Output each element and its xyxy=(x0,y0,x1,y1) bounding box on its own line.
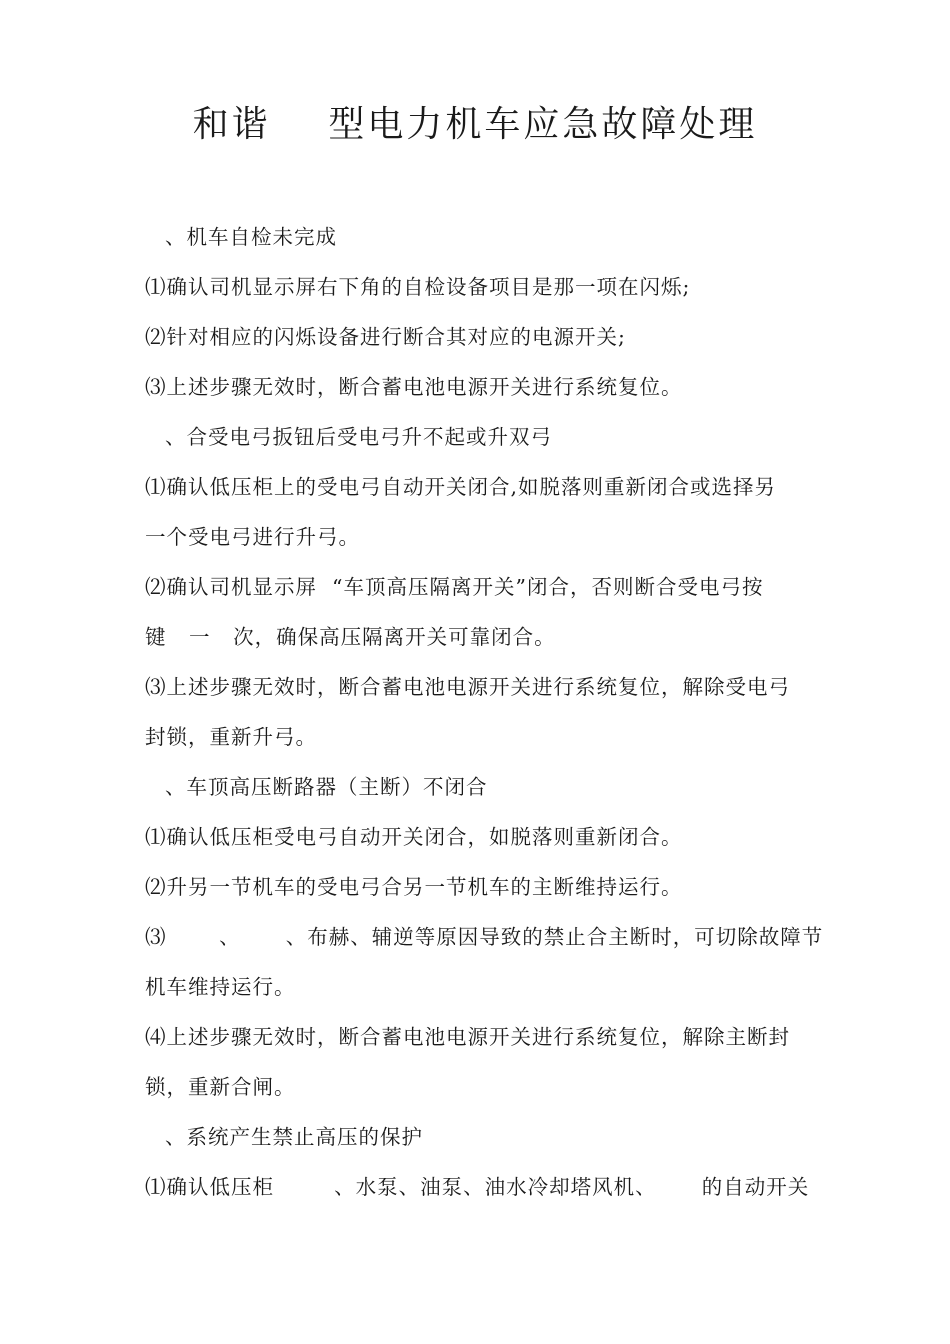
paragraph-line: 键 一 次，确保高压隔离开关可靠闭合。 xyxy=(145,625,556,649)
paragraph-line: ⑴确认低压柜受电弓自动开关闭合，如脱落则重新闭合。 xyxy=(145,825,683,849)
paragraph-line: 机车维持运行。 xyxy=(145,975,296,999)
paragraph-line: 一个受电弓进行升弓。 xyxy=(145,525,360,549)
section-heading-2: 、合受电弓扳钮后受电弓升不起或升双弓 xyxy=(150,425,553,449)
paragraph-line: ⑶上述步骤无效时，断合蓄电池电源开关进行系统复位，解除受电弓 xyxy=(145,675,790,699)
section-heading-1: 、机车自检未完成 xyxy=(150,225,338,249)
paragraph-line: 锁，重新合闸。 xyxy=(145,1075,296,1099)
paragraph-line: ⑴确认低压柜 、水泵、油泵、油水冷却塔风机、 的自动开关 xyxy=(145,1175,810,1199)
paragraph-line: ⑵升另一节机车的受电弓合另一节机车的主断维持运行。 xyxy=(145,875,683,899)
paragraph-line: ⑶上述步骤无效时，断合蓄电池电源开关进行系统复位。 xyxy=(145,375,683,399)
paragraph-line: 封锁，重新升弓。 xyxy=(145,725,317,749)
section-heading-3: 、车顶高压断路器（主断）不闭合 xyxy=(150,775,488,799)
paragraph-line: ⑴确认司机显示屏右下角的自检设备项目是那一项在闪烁; xyxy=(145,275,691,299)
paragraph-line: ⑶ 、 、布赫、辅逆等原因导致的禁止合主断时，可切除故障节 xyxy=(145,925,824,949)
paragraph-line: ⑵确认司机显示屏 “车顶高压隔离开关”闭合，否则断合受电弓按 xyxy=(145,575,764,599)
paragraph-line: ⑷上述步骤无效时，断合蓄电池电源开关进行系统复位，解除主断封 xyxy=(145,1025,790,1049)
document-title: 和谐 型电力机车应急故障处理 xyxy=(192,104,758,145)
paragraph-line: ⑴确认低压柜上的受电弓自动开关闭合,如脱落则重新闭合或选择另 xyxy=(145,475,777,499)
section-heading-4: 、系统产生禁止高压的保护 xyxy=(150,1125,424,1149)
paragraph-line: ⑵针对相应的闪烁设备进行断合其对应的电源开关; xyxy=(145,325,626,349)
